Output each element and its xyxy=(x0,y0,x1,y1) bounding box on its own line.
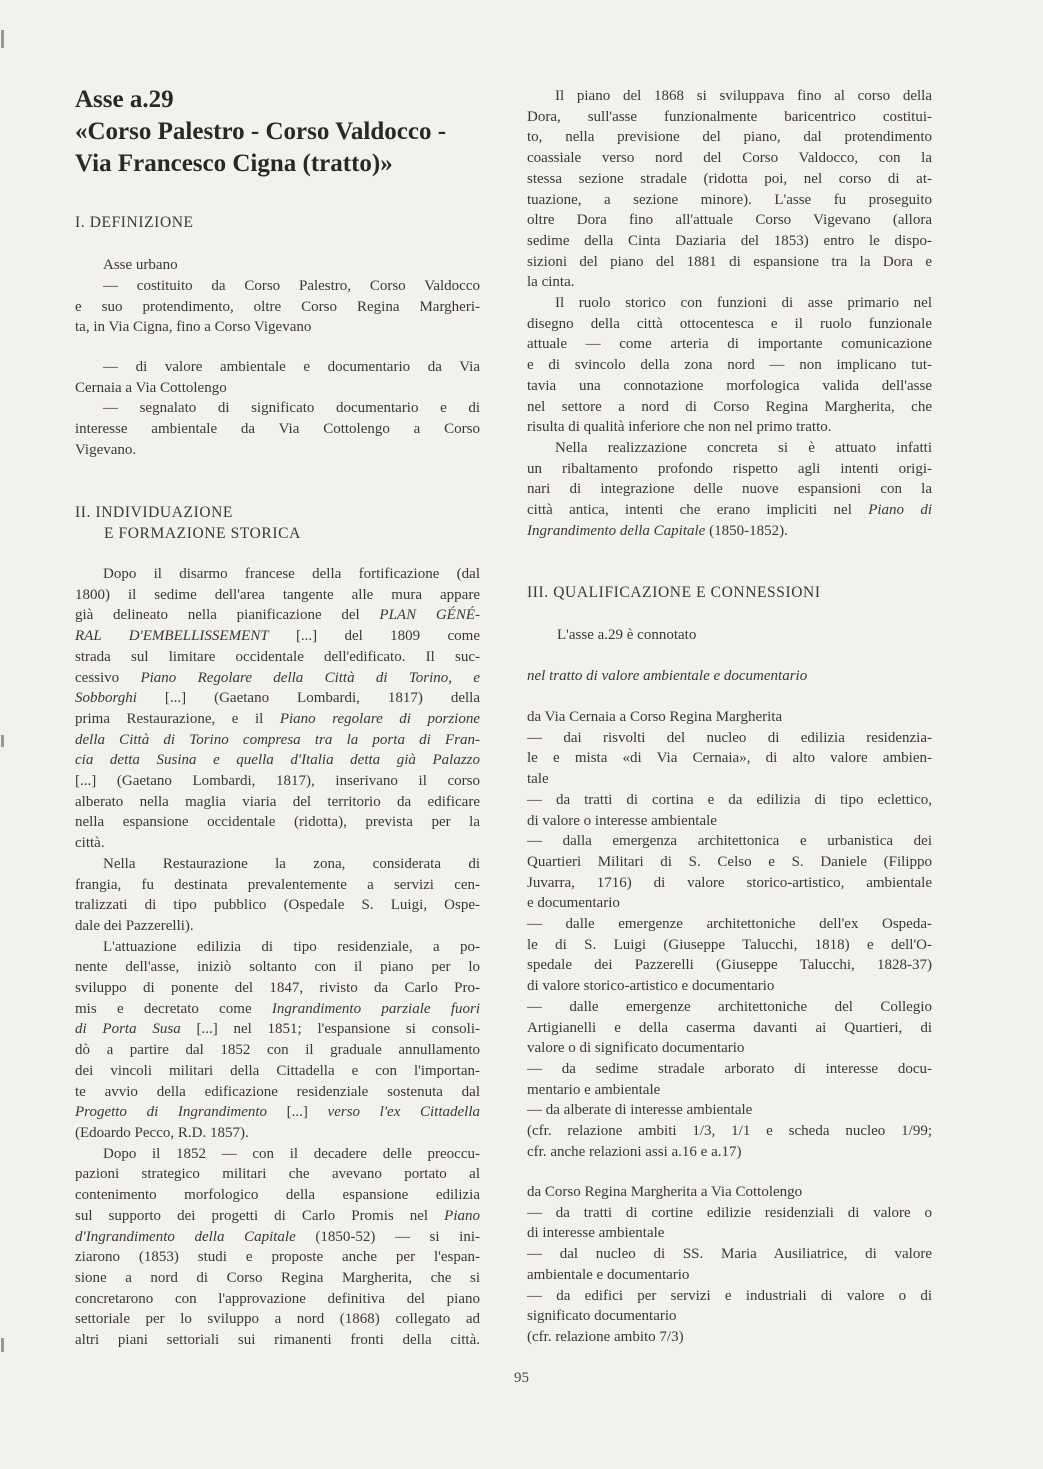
text-line: le e mista «di Via Cernaia», di alto valore ambien- xyxy=(527,750,932,767)
italic-text: RAL D'EMBELLISSEMENT xyxy=(75,628,269,645)
text-line: Nella Restaurazione la zona, considerata di xyxy=(103,855,480,872)
section-heading-individuazione xyxy=(75,502,301,544)
title-line-2: «Corso Palestro - Corso Valdocco - xyxy=(75,118,447,145)
text-line: altri piani settoriali sui rimanenti fronti della città. xyxy=(75,1332,480,1349)
italic-text: verso l'ex Cittadella xyxy=(327,1104,480,1121)
text-line: tralizzati di tipo pubblico (Ospedale S. Luigi, Ospe- xyxy=(75,897,480,914)
text-line: attuale — come arteria di importante comunicazione xyxy=(527,336,932,353)
title-line-3: Via Francesco Cigna (tratto)» xyxy=(75,150,393,177)
text-line: di interesse ambientale xyxy=(527,1225,665,1242)
italic-text: PLAN GÉNÉ- xyxy=(379,607,480,624)
text-line: mentario e ambientale xyxy=(527,1081,661,1098)
text-line: — dalle emergenze architettoniche dell'ex Ospeda- xyxy=(527,916,932,933)
italic-text: Piano Regolare della Città di Torino, e xyxy=(140,669,480,686)
scan-edge-mark xyxy=(1,735,4,747)
text-line: — da alberate di interesse ambientale xyxy=(527,1102,753,1119)
text-line: un ribaltamento profondo rispetto agli intenti origi- xyxy=(527,460,932,477)
text-line: contenimento morfologico della espansione edilizia xyxy=(75,1187,480,1204)
text-line: stessa sezione stradale (ridotta poi, nel corso di at- xyxy=(527,170,932,187)
text-line: da Corso Regina Margherita a Via Cottolengo xyxy=(527,1184,803,1200)
italic-text: Piano xyxy=(444,1207,480,1224)
italic-text: Ingrandimento parziale fuori xyxy=(271,1000,480,1017)
text-line: Il ruolo storico con funzioni di asse primario nel xyxy=(555,295,932,312)
italic-text: d'Ingrandimento della Capitale xyxy=(75,1228,296,1245)
text-line: settoriale per lo sviluppo a nord (1868) collegato ad xyxy=(75,1311,480,1328)
connotato-line: L'asse a.29 è connotato xyxy=(557,627,697,643)
section-heading-definizione: I. DEFINIZIONE xyxy=(75,214,194,231)
text-line: cfr. anche relazioni assi a.16 e a.17) xyxy=(527,1143,742,1160)
text-line: dei vincoli militari della Cittadella e con l'importan- xyxy=(75,1062,480,1079)
text-line: interesse ambientale da Via Cottolengo a Corso xyxy=(75,421,480,438)
text-line: L'attuazione edilizia di tipo residenziale, a po- xyxy=(103,938,480,955)
text-line: — di valore ambientale e documentario da Via xyxy=(103,359,480,375)
text-line: Ingrandimento della Capitale (1850-1852). xyxy=(527,522,788,539)
text-line: Juvarra, 1716) di valore storico-artistico, ambientale xyxy=(527,874,932,891)
text-line: — da sedime stradale arborato di interesse docu- xyxy=(527,1060,932,1077)
text-line: sedime della Cinta Daziaria del 1853) entro le dispo- xyxy=(527,232,932,249)
tratto-subheading: nel tratto di valore ambientale e documentario xyxy=(527,668,808,684)
page-title xyxy=(75,84,495,180)
text-line: e suo protendimento, oltre Corso Regina Margheri- xyxy=(75,298,480,315)
text-line: te avvio della edificazione residenziale sostenuta dal xyxy=(75,1083,480,1100)
scan-edge-mark xyxy=(1,30,4,48)
text-line: to, nella previsione del piano, dal protendimento xyxy=(527,129,932,146)
italic-text: Progetto di Ingrandimento xyxy=(75,1104,268,1121)
qualification-block-1 xyxy=(527,707,932,1162)
text-line: — da tratti di cortina e da edilizia di tipo eclettico, xyxy=(527,791,932,808)
text-line: Cernaia a Via Cottolengo xyxy=(75,379,227,396)
text-line: — dal nucleo di SS. Maria Ausiliatrice, di valore xyxy=(527,1246,932,1263)
text-line: le di S. Luigi (Giuseppe Talucchi, 1818) e dell'O- xyxy=(527,936,932,953)
text-line: nari di integrazione delle nuove espansioni con la xyxy=(527,481,932,498)
section-heading-qualificazione: III. QUALIFICAZIONE E CONNESSIONI xyxy=(527,584,821,601)
section-heading-line: II. INDIVIDUAZIONE xyxy=(75,504,234,521)
text-line: (cfr. relazione ambiti 1/3, 1/1 e scheda nucleo 1/99; xyxy=(527,1123,932,1140)
text-line: spedale dei Pazzerelli (Giuseppe Talucchi, 1828-37) xyxy=(527,957,932,974)
text-line: (Edoardo Pecco, R.D. 1857). xyxy=(75,1124,249,1141)
text-line: mis e decretato come Ingrandimento parziale fuori xyxy=(75,1000,480,1017)
text-line: — dalla emergenza architettonica e urbanistica dei xyxy=(527,833,932,850)
text-line: la cinta. xyxy=(527,274,575,291)
text-line: valore o di significato documentario xyxy=(527,1040,745,1057)
text-line: e di svincolo della zona nord — non implicano tut- xyxy=(527,357,932,374)
asse-urbano-label: Asse urbano xyxy=(103,257,178,273)
text-line: Progetto di Ingrandimento [...] verso l'ex Cittadella xyxy=(75,1104,480,1121)
text-line: coassiale verso nord del Corso Valdocco, con la xyxy=(527,150,932,167)
text-line: sul supporto dei progetti di Carlo Promis nel Piano xyxy=(75,1207,480,1224)
text-line: RAL D'EMBELLISSEMENT [...] del 1809 come xyxy=(75,628,480,645)
text-line: ambientale e documentario xyxy=(527,1266,690,1283)
text-line: nente dell'asse, iniziò soltanto con il piano per lo xyxy=(75,959,480,976)
text-line: risulta di qualità inferiore che non nel primo tratto. xyxy=(527,419,832,436)
text-line: — da tratti di cortine edilizie residenziali di valore o xyxy=(527,1204,932,1221)
text-line: tavia una connotazione morfologica valida dell'asse xyxy=(527,377,932,394)
text-line: pazioni strategico militari che avevano portato al xyxy=(75,1166,480,1183)
text-line: prima Restaurazione, e il Piano regolare di porzione xyxy=(75,710,480,727)
history-paragraph-1 xyxy=(75,564,480,1351)
qualification-block-2 xyxy=(527,1182,932,1348)
text-line: dale dei Pazzerelli). xyxy=(75,917,194,934)
text-line: ziarono (1853) studi e proposte anche per l'espan- xyxy=(75,1249,480,1266)
text-line: Quartieri Militari di S. Celso e S. Daniele (Filippo xyxy=(527,853,932,870)
text-line: sviluppo di ponente del 1847, rivisto da Carlo Pro- xyxy=(75,980,480,997)
text-line: di Porta Susa [...] nel 1851; l'espansione si consoli- xyxy=(75,1021,480,1038)
italic-text: di Porta Susa xyxy=(75,1021,181,1038)
history-paragraph-right xyxy=(527,86,932,541)
text-line: città. xyxy=(75,835,105,852)
text-line: Artigianelli e della caserma davanti ai Quartieri, di xyxy=(527,1019,932,1036)
page-number: 95 xyxy=(514,1370,529,1386)
text-line: oltre Dora fino all'attuale Corso Vigevano (allora xyxy=(527,212,932,229)
text-line: città antica, intenti che erano impliciti nel Piano di xyxy=(527,502,932,519)
text-line: Sobborghi [...] (Gaetano Lombardi, 1817) della xyxy=(75,690,480,707)
text-line: [...] (Gaetano Lombardi, 1817), inserivano il corso xyxy=(75,773,480,790)
text-line: di valore storico-artistico e documentario xyxy=(527,978,775,995)
text-line: 1800) il sedime dell'area tangente alle mura appare xyxy=(75,586,480,603)
text-line: ta, in Via Cigna, fino a Corso Vigevano xyxy=(75,319,312,336)
text-line: Il piano del 1868 si sviluppava fino al corso della xyxy=(555,88,932,104)
text-line: sione a nord di Corso Regina Margherita, che si xyxy=(75,1269,480,1286)
text-line: concretarono con l'approvazione definitiva del piano xyxy=(75,1290,480,1307)
text-line: Dopo il 1852 — con il decadere delle preoccu- xyxy=(103,1145,480,1162)
italic-text: Ingrandimento della Capitale xyxy=(527,522,706,539)
text-line: e documentario xyxy=(527,895,620,912)
text-line: Dora, sull'asse funzionalmente baricentrico costitui- xyxy=(527,108,932,125)
text-line: tuazione, a sezione minore). L'asse fu proseguito xyxy=(527,191,932,208)
text-line: Nella realizzazione concreta si è attuato infatti xyxy=(555,439,932,456)
text-line: d'Ingrandimento della Capitale (1850-52) — si ini- xyxy=(75,1228,480,1245)
text-line: frangia, fu destinata prevalentemente a servizi cen- xyxy=(75,876,480,893)
text-line: — costituito da Corso Palestro, Corso Valdocco xyxy=(103,278,480,294)
text-line: nella espansione occidentale (ridotta), prevista per la xyxy=(75,814,480,831)
text-line: di valore o interesse ambientale xyxy=(527,812,717,829)
text-line: cessivo Piano Regolare della Città di Torino, e xyxy=(75,669,480,686)
scan-edge-mark xyxy=(1,1338,4,1352)
text-line: (cfr. relazione ambito 7/3) xyxy=(527,1328,684,1345)
text-line: — dai risvolti del nucleo di edilizia residenzia- xyxy=(527,729,932,746)
text-line: strada sul limitare occidentale dell'edificato. Il suc- xyxy=(75,648,480,665)
text-line: — segnalato di significato documentario e di xyxy=(103,400,480,417)
section-heading-line: E FORMAZIONE STORICA xyxy=(104,525,301,542)
text-line: — da edifici per servizi e industriali di valore o di xyxy=(527,1287,932,1304)
text-line: — dalle emergenze architettoniche del Collegio xyxy=(527,998,932,1015)
text-line: della Città di Torino compresa tra la porta di Fran- xyxy=(75,731,480,748)
title-line-1: Asse a.29 xyxy=(75,86,174,113)
text-line: Dopo il disarmo francese della fortificazione (dal xyxy=(103,566,480,582)
text-line: sizioni del piano del 1881 di espansione tra la Dora e xyxy=(527,253,932,270)
text-line: cia detta Susina e quella d'Italia detta già Palazzo xyxy=(75,752,480,769)
text-line: disegno della città ottocentesca e il ruolo funzionale xyxy=(527,315,932,332)
value-paragraph xyxy=(75,357,480,461)
text-line: già delineato nella pianificazione del PLAN GÉNÉ- xyxy=(75,607,480,624)
text-line: nel settore a nord di Corso Regina Margherita, che xyxy=(527,398,932,415)
definition-paragraph xyxy=(75,276,480,338)
text-line: Vigevano. xyxy=(75,441,137,458)
italic-text: Sobborghi xyxy=(75,690,137,707)
italic-text: Piano di xyxy=(868,502,932,519)
text-line: significato documentario xyxy=(527,1308,677,1325)
text-line: dò a partire dal 1852 con il graduale annullamento xyxy=(75,1042,480,1059)
italic-text: Piano regolare di porzione xyxy=(279,710,480,727)
text-line: da Via Cernaia a Corso Regina Margherita xyxy=(527,709,783,725)
text-line: tale xyxy=(527,771,549,788)
text-line: alberato nella maglia viaria del territorio da edificare xyxy=(75,793,480,810)
